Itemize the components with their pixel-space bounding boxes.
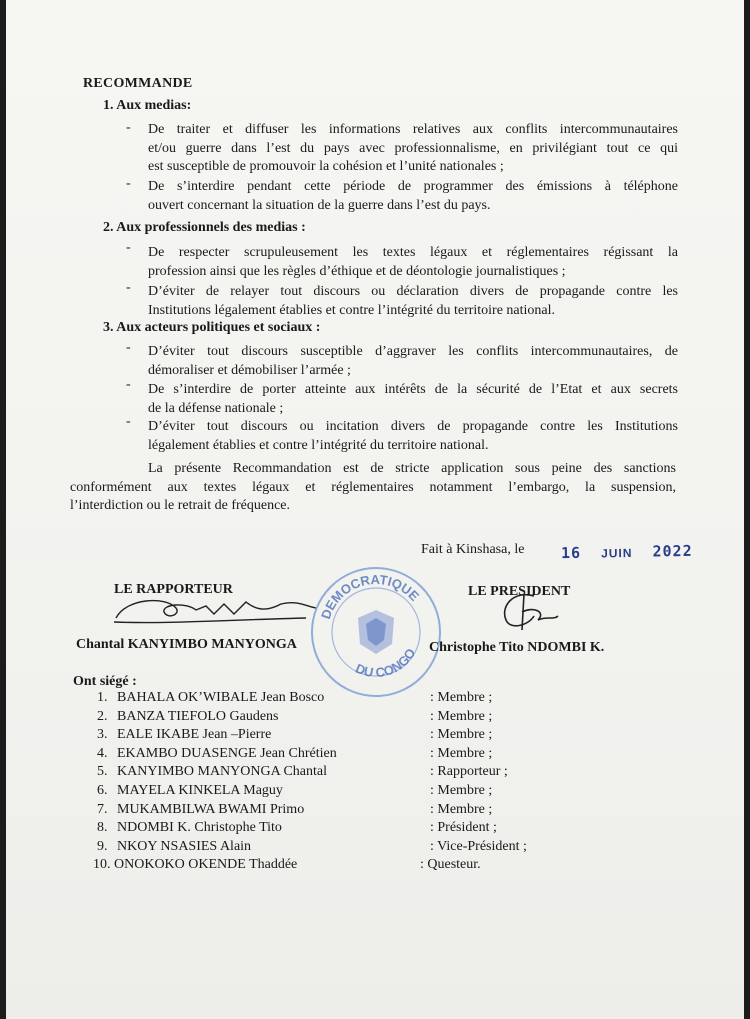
text-line: D’éviter tout discours ou incitation divers de propagande contre les Institutions [148,419,678,434]
section-2-title: 2. Aux professionnels des medias : [103,220,306,235]
bullet-dash: - [126,377,131,392]
member-number: 6. [97,783,108,798]
text-line: et/ou guerre dans l’est du pays avec professionnalisme, en privilégiant tout ce qui [148,140,678,156]
section-2-bullet-1 [148,244,678,281]
member-role: : Membre ; [430,783,493,798]
member-name: KANYIMBO MANYONGA Chantal [117,764,327,780]
text-line: De traiter et diffuser les informations relatives aux conflits intercommunautaires [148,122,678,137]
section-3-title: 3. Aux acteurs politiques et sociaux : [103,320,321,335]
text-line: de la défense nationale ; [148,400,284,416]
member-number: 4. [97,745,108,761]
official-seal-icon [306,560,446,700]
closing-paragraph [70,460,676,516]
stamp-month: JUIN [601,545,633,561]
member-name: NKOY NSASIES Alain [117,838,252,854]
section-3-bullet-1 [148,343,678,380]
bullet-dash: - [126,414,131,429]
text-line: Institutions légalement établies et contre l’intégrité du territoire national. [148,302,556,318]
text-line: D’éviter tout discours susceptible d’aggraver les conflits intercommunautaires, de [148,344,678,359]
member-role: : Président ; [430,820,497,836]
text-line: légalement établies et contre l’intégrité du territoire national. [148,437,489,453]
member-number: 7. [97,801,108,817]
text-line: De respecter scrupuleusement les textes légaux et réglementaires régissant la [148,245,678,260]
rapporteur-title: LE RAPPORTEUR [114,582,233,597]
stamp-year: 2022 [652,541,693,561]
president-signature-icon [494,586,564,636]
member-number: 1. [97,690,108,705]
section-3-bullet-2 [148,381,678,418]
text-line: D’éviter de relayer tout discours ou déclaration divers de propagande contre les [148,284,678,299]
president-name: Christophe Tito NDOMBI K. [429,640,605,655]
section-1-title: 1. Aux medias: [103,98,192,113]
section-2-bullet-2 [148,283,678,320]
seal-text-top: DEMOCRATIQUE [318,571,423,622]
member-role: : Rapporteur ; [430,764,508,780]
member-role: : Membre ; [430,727,493,743]
member-name: ONOKOKO OKENDE Thaddée [114,857,298,873]
section-3-bullet-3 [148,418,678,455]
svg-text:DU CONGO [353,646,418,680]
members-heading: Ont siégé : [73,674,137,689]
document-heading: RECOMMANDE [83,76,193,91]
rapporteur-name: Chantal KANYIMBO MANYONGA [76,637,297,652]
text-line: l’interdiction ou le retrait de fréquence. [70,498,291,514]
text-line: est susceptible de promouvoir la cohésion et l’unité nationales ; [148,159,504,175]
bullet-dash: - [126,120,131,135]
text-line: profession ainsi que les règles d’éthique et de déontologie journalistiques ; [148,263,566,279]
text-line: ouvert concernant la situation de la guerre dans l’est du pays. [148,197,491,213]
member-role: : Membre ; [430,801,493,817]
bullet-dash: - [126,340,131,355]
member-number: 3. [97,727,108,743]
text-line: démoraliser et démobiliser l’armée ; [148,362,351,378]
member-name: EKAMBO DUASENGE Jean Chrétien [117,745,337,761]
stamp-day: 16 [560,543,582,563]
member-name: EALE IKABE Jean –Pierre [117,727,272,743]
text-line: conformément aux textes légaux et réglementaires notamment l’embargo, la suspension, [70,479,676,495]
section-1-bullet-1 [148,121,678,177]
member-number: 10. [93,857,111,873]
member-name: BAHALA OK’WIBALE Jean Bosco [117,690,325,705]
member-number: 2. [97,708,108,724]
member-role: : Membre ; [430,690,493,705]
text-line: De s’interdire de porter atteinte aux intérêts de la sécurité de l’Etat et aux secrets [148,382,678,397]
member-role: : Vice-Président ; [430,838,527,854]
date-stamp [561,542,693,562]
bullet-dash: - [126,240,131,255]
member-number: 8. [97,820,108,836]
member-name: MAYELA KINKELA Maguy [117,783,283,798]
member-number: 5. [97,764,108,780]
member-role: : Membre ; [430,708,493,724]
place-date: Fait à Kinshasa, le [421,542,525,557]
member-role: : Membre ; [430,745,493,761]
rapporteur-signature-icon [106,590,326,630]
member-name: MUKAMBILWA BWAMI Primo [117,801,305,817]
bullet-dash: - [126,280,131,295]
text-line: De s’interdire pendant cette période de programmer des émissions à téléphone [148,179,678,194]
member-name: BANZA TIEFOLO Gaudens [117,708,279,724]
document-page [6,0,744,1019]
section-1-bullet-2 [148,178,678,215]
bullet-dash: - [126,176,131,191]
seal-text-bottom: DU CONGO [353,645,419,681]
member-number: 9. [97,838,108,854]
text-line: La présente Recommandation est de stricte application sous peine des sanctions [148,461,676,476]
president-title: LE PRESIDENT [468,584,571,599]
member-role: : Questeur. [420,857,481,873]
member-name: NDOMBI K. Christophe Tito [117,820,282,836]
